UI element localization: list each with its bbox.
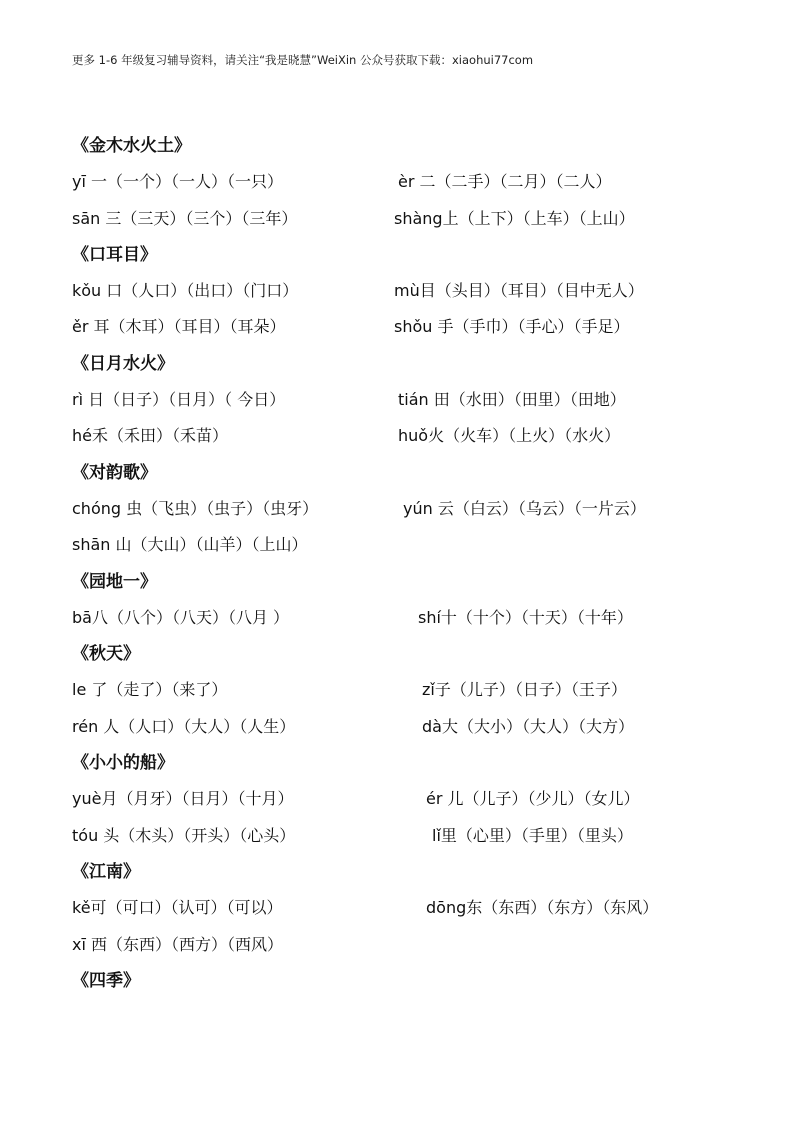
vocab-row [72,164,772,200]
lesson-title: 《四季》 [72,970,140,991]
vocab-entry: rén 人（人口）（大人）（人生） [72,716,296,736]
vocab-row [72,491,772,527]
vocab-row [72,709,772,745]
vocab-entry: sān 三（三天）（三个）（三年） [72,208,298,228]
vocab-entry: dōng东（东西）（东方）（东风） [426,898,659,918]
vocab-entry: bā八（八个）（八天）（八月 ） [72,607,290,627]
vocab-row [72,201,772,237]
vocab-row [72,273,772,309]
vocab-entry: tián 田（水田）（田里）（田地） [398,390,626,410]
lesson-title: 《日月水火》 [72,353,174,374]
vocab-row [72,890,772,926]
page-header-note: 更多 1-6 年级复习辅导资料，请关注“我是晓慧”WeiXin 公众号获取下载：xiaohui77com [72,53,534,67]
vocabulary-list [72,128,772,999]
vocab-entry: tóu 头（木头）（开头）（心头） [72,825,296,845]
vocab-entry: shān 山（大山）（山羊）（上山） [72,535,308,555]
vocab-entry: xī 西（东西）（西方）（西风） [72,934,284,954]
vocab-row [72,382,772,418]
vocab-entry: ér 儿（儿子）（少儿）（女儿） [426,789,640,809]
vocab-entry: yī 一（一个）（一人）（一只） [72,172,284,192]
lesson-title: 《江南》 [72,861,140,882]
vocab-entry: ěr 耳（木耳）（耳目）（耳朵） [72,317,286,337]
vocab-row [72,600,772,636]
vocab-row [72,818,772,854]
lesson-title: 《对韵歌》 [72,462,157,483]
vocab-entry: yuè月（月牙）（日月）（十月） [72,789,294,809]
vocab-entry: kǒu 口（人口）（出口）（门口） [72,281,299,301]
vocab-entry: èr 二（二手）（二月）（二人） [398,172,612,192]
vocab-entry: le 了（走了）（来了） [72,680,228,700]
vocab-entry: kě可（可口）（认可）（可以） [72,898,283,918]
vocab-entry: shí十（十个）（十天）（十年） [418,607,633,627]
vocab-entry: dà大（大小）（大人）（大方） [422,716,634,736]
vocab-entry: huǒ火（火车）（上火）（水火） [398,426,621,446]
vocab-entry: zǐ子（儿子）（日子）（王子） [422,680,627,700]
lesson-title: 《园地一》 [72,571,157,592]
vocab-entry: shàng上（上下）（上车）（上山） [394,208,635,228]
lesson-title: 《口耳目》 [72,244,157,265]
vocab-row [72,418,772,454]
vocab-entry: chóng 虫（飞虫）（虫子）（虫牙） [72,498,319,518]
lesson-title: 《秋天》 [72,644,140,665]
vocab-entry: rì 日（日子）（日月）（ 今日） [72,390,286,410]
lesson-title: 《小小的船》 [72,753,174,774]
vocab-row [72,527,772,563]
vocab-row [72,309,772,345]
vocab-entry: lǐ里（心里）（手里）（里头） [432,825,633,845]
lesson-title: 《金木水火土》 [72,136,191,156]
vocab-row [72,927,772,963]
vocab-entry: mù目（头目）（耳目）（目中无人） [394,281,644,301]
vocab-row [72,672,772,708]
vocab-entry: yún 云（白云）（乌云）（一片云） [403,498,646,518]
vocab-entry: hé禾（禾田）（禾苗） [72,426,228,446]
vocab-entry: shǒu 手（手巾）（手心）（手足） [394,317,630,337]
vocab-row [72,781,772,817]
